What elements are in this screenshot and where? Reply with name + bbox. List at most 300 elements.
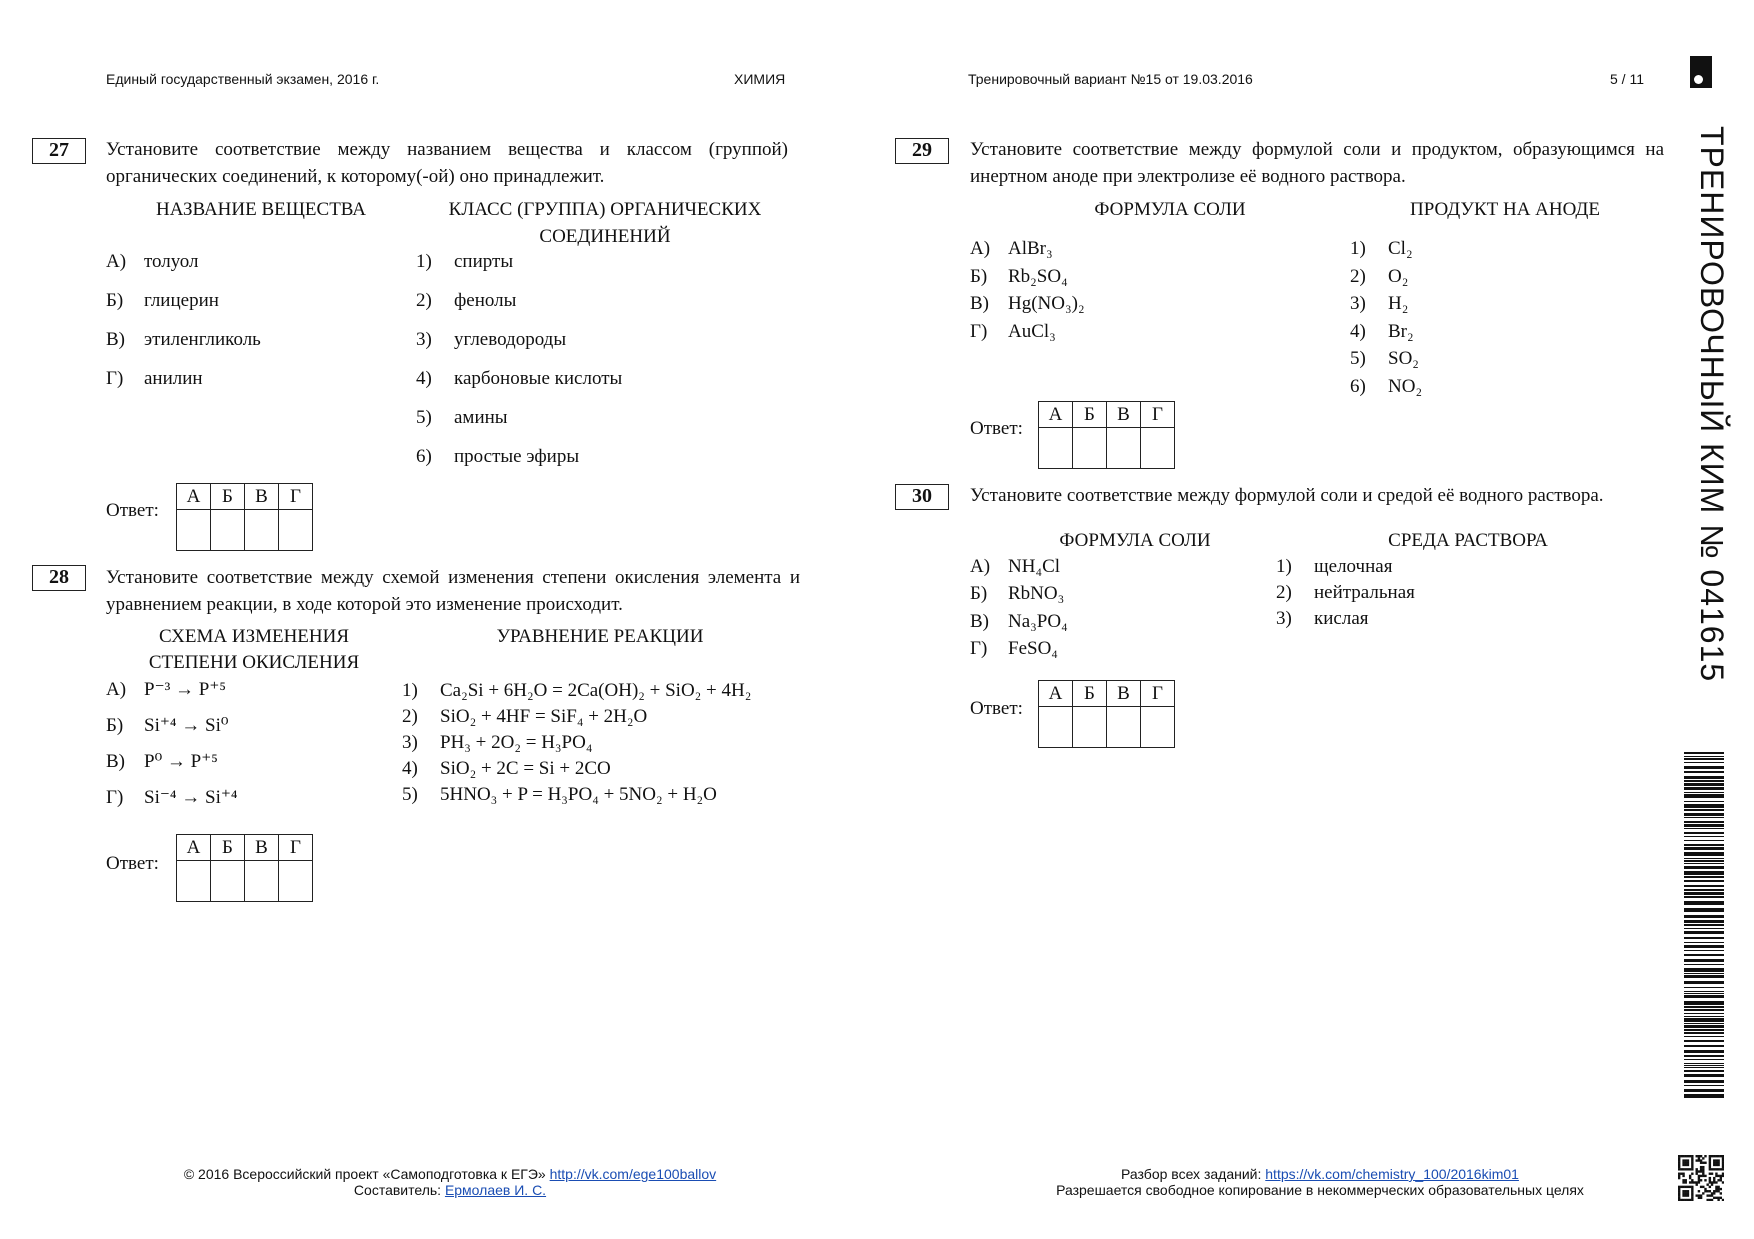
footer-copyright: © 2016 Всероссийский проект «Самоподготовка к ЕГЭ» (183, 1166, 546, 1182)
barcode-bar (1684, 995, 1724, 998)
q27-right-6: 6) простые эфиры (416, 446, 580, 467)
header-subject: ХИМИЯ (734, 71, 786, 87)
q28-answer-cell-b[interactable] (211, 861, 245, 902)
qr-module (1678, 1173, 1680, 1175)
barcode-bar (1684, 792, 1724, 793)
barcode-bar (1684, 804, 1724, 808)
header-page: 5 / 11 (1610, 71, 1644, 87)
barcode-bar (1684, 987, 1724, 988)
barcode-bar (1684, 752, 1724, 754)
barcode-bar (1684, 1040, 1724, 1042)
qr-module (1722, 1162, 1724, 1164)
q29-answer-cell-g[interactable] (1141, 428, 1175, 469)
qr-module (1702, 1186, 1704, 1188)
qr-module (1722, 1157, 1724, 1159)
qr-module (1709, 1157, 1711, 1159)
qr-module (1696, 1194, 1698, 1196)
q28-left-header-1: СХЕМА ИЗМЕНЕНИЯ (158, 626, 350, 647)
qr-module (1682, 1179, 1684, 1181)
qr-module (1698, 1177, 1700, 1179)
qr-module (1687, 1194, 1689, 1196)
barcode-bar (1684, 766, 1724, 769)
qr-module (1711, 1192, 1713, 1194)
qr-module (1711, 1173, 1713, 1175)
q28-answer-label: Ответ: (106, 853, 159, 874)
qr-module (1700, 1194, 1702, 1196)
q27-answer-cell-g[interactable] (279, 510, 313, 551)
q29-answer-cell-v[interactable] (1107, 428, 1141, 469)
qr-module (1691, 1197, 1693, 1199)
qr-module (1700, 1179, 1702, 1181)
q29-text: Установите соответствие между формулой соли и продуктом, образующимся на инертном аноде при электролизе её водного раствора. (970, 139, 1664, 187)
qr-module (1698, 1155, 1700, 1157)
barcode-bar (1684, 1055, 1724, 1057)
q27-answer-cell-v[interactable] (245, 510, 279, 551)
qr-module (1722, 1173, 1724, 1175)
barcode-bar (1684, 1018, 1724, 1022)
barcode-bar (1684, 801, 1724, 802)
qr-module (1680, 1155, 1682, 1157)
qr-module (1678, 1194, 1680, 1196)
qr-module (1698, 1170, 1700, 1172)
q30-right-3: 3) кислая (1276, 608, 1369, 629)
q27-number: 27 (32, 138, 86, 164)
barcode-bar (1684, 1013, 1724, 1014)
barcode-bar (1684, 880, 1724, 882)
qr-module (1713, 1162, 1715, 1164)
qr-module (1685, 1162, 1687, 1164)
barcode-bar (1684, 1016, 1724, 1017)
q28-right-3: 3) PH₃ + 2O₂ = H₃PO₄ (402, 732, 593, 753)
qr-module (1685, 1199, 1687, 1201)
barcode-bar (1684, 1074, 1724, 1077)
barcode-bar (1684, 1089, 1724, 1092)
qr-module (1722, 1175, 1724, 1177)
qr-module (1706, 1194, 1708, 1196)
q29-left-b: Б) Rb₂SO₄ (970, 266, 1068, 287)
q29-right-4: 4) Br₂ (1350, 321, 1414, 342)
qr-module (1702, 1170, 1704, 1172)
q29-right-header: ПРОДУКТ НА АНОДЕ (1410, 199, 1600, 220)
qr-module (1717, 1190, 1719, 1192)
q30-answer-cell-b[interactable] (1073, 707, 1107, 748)
qr-module (1693, 1181, 1695, 1183)
qr-module (1715, 1168, 1717, 1170)
q30-answer-grid: А Б В Г (1038, 680, 1175, 748)
qr-module (1678, 1155, 1680, 1157)
q28-left-v: В) P⁰ → P⁺⁵ (106, 751, 218, 772)
barcode-bar (1684, 975, 1724, 978)
barcode-bar (1684, 758, 1724, 760)
barcode-bar (1684, 981, 1724, 984)
qr-module (1678, 1175, 1680, 1177)
barcode-bar (1684, 863, 1724, 864)
qr-module (1704, 1179, 1706, 1181)
q27-right-5: 5) амины (416, 407, 508, 428)
qr-module (1713, 1181, 1715, 1183)
barcode-icon (1684, 752, 1724, 1102)
qr-module (1696, 1181, 1698, 1183)
qr-module (1698, 1175, 1700, 1177)
barcode-bar (1684, 860, 1724, 862)
barcode-bar (1684, 1006, 1724, 1008)
q27-left-v: В) этиленгликоль (106, 329, 261, 350)
barcode-bar (1684, 787, 1724, 790)
barcode-bar (1684, 756, 1724, 757)
qr-module (1713, 1164, 1715, 1166)
q29-answer-cell-a[interactable] (1039, 428, 1073, 469)
qr-module (1698, 1197, 1700, 1199)
qr-module (1713, 1168, 1715, 1170)
qr-module (1678, 1186, 1680, 1188)
qr-module (1711, 1199, 1713, 1201)
qr-module (1700, 1168, 1702, 1170)
qr-module (1715, 1159, 1717, 1161)
barcode-bar (1684, 809, 1724, 811)
q27-right-header: КЛАСС (ГРУППА) ОРГАНИЧЕСКИХ СОЕДИНЕНИЙ (448, 199, 762, 247)
barcode-bar (1684, 885, 1724, 887)
barcode-bar (1684, 1001, 1724, 1005)
qr-module (1717, 1175, 1719, 1177)
q28-right-4: 4) SiO₂ + 2C = Si + 2CO (402, 758, 611, 779)
qr-module (1706, 1183, 1708, 1185)
barcode-bar (1684, 832, 1724, 834)
qr-module (1691, 1157, 1693, 1159)
q27-left-b: Б) глицерин (106, 290, 219, 311)
qr-module (1717, 1162, 1719, 1164)
barcode-bar (1684, 1080, 1724, 1083)
barcode-bar (1684, 959, 1724, 962)
barcode-bar (1684, 852, 1724, 856)
qr-module (1700, 1155, 1702, 1157)
qr-module (1698, 1157, 1700, 1159)
qr-module (1691, 1168, 1693, 1170)
barcode-bar (1684, 924, 1724, 926)
qr-module (1720, 1175, 1722, 1177)
q28-text: Установите соответствие между схемой изменения степени окисления элемента и уравнением реакции, в ходе которой это изменение происходит. (106, 567, 800, 615)
qr-module (1715, 1173, 1717, 1175)
qr-module (1704, 1190, 1706, 1192)
qr-module (1720, 1179, 1722, 1181)
q29-right-3: 3) H₂ (1350, 293, 1409, 314)
barcode-bar (1684, 762, 1724, 763)
q30-right-2: 2) нейтральная (1276, 582, 1415, 603)
qr-module (1713, 1190, 1715, 1192)
qr-module (1687, 1190, 1689, 1192)
corner-mark-icon (1690, 56, 1712, 88)
q28-left-a: А) P⁻³ → P⁺⁵ (106, 679, 227, 700)
qr-module (1678, 1162, 1680, 1164)
barcode-bar (1684, 973, 1724, 974)
qr-module (1722, 1168, 1724, 1170)
q29-answer-cell-b[interactable] (1073, 428, 1107, 469)
qr-module (1685, 1192, 1687, 1194)
qr-module (1682, 1162, 1684, 1164)
qr-module (1713, 1192, 1715, 1194)
barcode-bar (1684, 1045, 1724, 1047)
qr-module (1713, 1177, 1715, 1179)
qr-module (1720, 1192, 1722, 1194)
barcode-bar (1684, 871, 1724, 875)
qr-module (1691, 1155, 1693, 1157)
qr-module (1700, 1186, 1702, 1188)
qr-module (1709, 1166, 1711, 1168)
q30-answer-cell-v[interactable] (1107, 707, 1141, 748)
barcode-bar (1684, 937, 1724, 939)
qr-module (1691, 1173, 1693, 1175)
barcode-bar (1684, 866, 1724, 869)
qr-module (1678, 1168, 1680, 1170)
qr-module (1709, 1199, 1711, 1201)
q28-answer-cell-v[interactable] (245, 861, 279, 902)
qr-module (1678, 1192, 1680, 1194)
qr-module (1698, 1190, 1700, 1192)
qr-module (1709, 1162, 1711, 1164)
qr-module (1680, 1199, 1682, 1201)
qr-module (1685, 1155, 1687, 1157)
qr-module (1720, 1197, 1722, 1199)
qr-module (1696, 1183, 1698, 1185)
qr-module (1687, 1164, 1689, 1166)
q28-answer-cell-a[interactable] (177, 861, 211, 902)
qr-code-icon (1678, 1155, 1724, 1201)
qr-module (1687, 1186, 1689, 1188)
qr-module (1713, 1197, 1715, 1199)
qr-module (1698, 1194, 1700, 1196)
q30-answer-cell-g[interactable] (1141, 707, 1175, 748)
q28-left-b: Б) Si⁺⁴ → Si⁰ (106, 715, 229, 736)
q27-answer-cell-b[interactable] (211, 510, 245, 551)
qr-module (1687, 1199, 1689, 1201)
qr-module (1720, 1155, 1722, 1157)
q30-text: Установите соответствие между формулой соли и средой её водного раствора. (970, 485, 1604, 506)
q29-number: 29 (895, 138, 949, 164)
barcode-bar (1684, 928, 1724, 929)
qr-module (1722, 1199, 1724, 1201)
qr-module (1715, 1188, 1717, 1190)
qr-module (1704, 1175, 1706, 1177)
barcode-bar (1684, 1065, 1724, 1066)
q29-left-g: Г) AuCl₃ (970, 321, 1056, 342)
qr-module (1711, 1194, 1713, 1196)
qr-module (1702, 1175, 1704, 1177)
q27-text: Установите соответствие между названием вещества и классом (группой) органических соединений, к которому(-ой) оно принадлежит. (106, 139, 788, 187)
barcode-bar (1684, 828, 1724, 829)
qr-module (1722, 1164, 1724, 1166)
q27-right-2: 2) фенолы (416, 290, 517, 311)
qr-module (1709, 1181, 1711, 1183)
qr-module (1709, 1173, 1711, 1175)
qr-module (1698, 1179, 1700, 1181)
barcode-bar (1684, 968, 1724, 972)
qr-module (1717, 1199, 1719, 1201)
q30-left-v: В) Na₃PO₄ (970, 611, 1068, 632)
qr-module (1720, 1177, 1722, 1179)
barcode-bar (1684, 896, 1724, 898)
qr-module (1682, 1164, 1684, 1166)
qr-module (1709, 1186, 1711, 1188)
qr-module (1720, 1168, 1722, 1170)
qr-module (1709, 1179, 1711, 1181)
footer-license: Разрешается свободное копирование в некоммерческих образовательных целях (1056, 1182, 1584, 1198)
qr-module (1682, 1181, 1684, 1183)
qr-module (1691, 1192, 1693, 1194)
q29-right-5: 5) SO₂ (1350, 348, 1419, 369)
qr-module (1678, 1188, 1680, 1190)
qr-module (1685, 1164, 1687, 1166)
qr-module (1717, 1168, 1719, 1170)
barcode-bar (1684, 1036, 1724, 1037)
barcode-bar (1684, 1023, 1724, 1024)
qr-module (1722, 1181, 1724, 1183)
qr-module (1691, 1159, 1693, 1161)
qr-module (1689, 1199, 1691, 1201)
qr-module (1682, 1192, 1684, 1194)
qr-module (1700, 1170, 1702, 1172)
barcode-bar (1684, 844, 1724, 846)
qr-module (1717, 1179, 1719, 1181)
qr-module (1682, 1194, 1684, 1196)
footer-project-link[interactable]: http://vk.com/ege100ballov (549, 1166, 717, 1182)
qr-module (1702, 1173, 1704, 1175)
qr-module (1702, 1168, 1704, 1170)
footer-review-label: Разбор всех заданий: (1121, 1166, 1262, 1182)
q27-left-a: А) толуол (106, 251, 199, 272)
qr-module (1700, 1166, 1702, 1168)
q30-left-b: Б) RbNO₃ (970, 583, 1065, 604)
qr-module (1678, 1197, 1680, 1199)
qr-module (1691, 1164, 1693, 1166)
q27-answer-cell-a[interactable] (177, 510, 211, 551)
barcode-bar (1684, 876, 1724, 878)
qr-module (1717, 1188, 1719, 1190)
qr-module (1706, 1199, 1708, 1201)
barcode-bar (1684, 836, 1724, 837)
barcode-bar (1684, 783, 1724, 786)
qr-module (1689, 1177, 1691, 1179)
barcode-bar (1684, 889, 1724, 891)
qr-module (1722, 1155, 1724, 1157)
barcode-bar (1684, 840, 1724, 841)
footer-right (1010, 1166, 1630, 1198)
q28-number: 28 (32, 565, 86, 591)
qr-module (1696, 1170, 1698, 1172)
q30-right-1: 1) щелочная (1276, 556, 1393, 577)
qr-module (1678, 1157, 1680, 1159)
qr-module (1687, 1192, 1689, 1194)
qr-module (1717, 1159, 1719, 1161)
q28-answer-cell-g[interactable] (279, 861, 313, 902)
qr-module (1680, 1168, 1682, 1170)
q28-right-5: 5) 5HNO₃ + P = H₃PO₄ + 5NO₂ + H₂O (402, 784, 717, 805)
footer-author-label: Составитель: (353, 1182, 442, 1198)
qr-module (1685, 1190, 1687, 1192)
qr-module (1706, 1190, 1708, 1192)
barcode-bar (1684, 920, 1724, 923)
qr-module (1691, 1179, 1693, 1181)
qr-module (1689, 1175, 1691, 1177)
barcode-bar (1684, 1059, 1724, 1060)
qr-module (1678, 1164, 1680, 1166)
barcode-bar (1684, 1094, 1724, 1098)
qr-module (1700, 1159, 1702, 1161)
q28-right-2: 2) SiO₂ + 4HF = SiF₄ + 2H₂O (402, 706, 648, 727)
qr-module (1696, 1173, 1698, 1175)
q29-left-a: А) AlBr₃ (970, 238, 1053, 259)
q30-left-a: А) NH₄Cl (970, 556, 1061, 577)
barcode-bar (1684, 776, 1724, 779)
barcode-bar (1684, 991, 1724, 992)
qr-module (1715, 1186, 1717, 1188)
barcode-bar (1684, 950, 1724, 951)
q27-answer-label: Ответ: (106, 500, 159, 521)
q27-right-1: 1) спирты (416, 251, 514, 272)
qr-module (1682, 1168, 1684, 1170)
qr-module (1691, 1190, 1693, 1192)
q27-right-3: 3) углеводороды (416, 329, 567, 350)
qr-module (1717, 1164, 1719, 1166)
barcode-bar (1684, 1067, 1724, 1068)
qr-module (1685, 1181, 1687, 1183)
qr-module (1704, 1162, 1706, 1164)
qr-module (1709, 1168, 1711, 1170)
qr-module (1685, 1194, 1687, 1196)
qr-module (1678, 1166, 1680, 1168)
qr-module (1682, 1199, 1684, 1201)
q28-left-header-2: СТЕПЕНИ ОКИСЛЕНИЯ (148, 652, 360, 673)
qr-module (1685, 1186, 1687, 1188)
qr-module (1715, 1197, 1717, 1199)
q30-answer-cell-a[interactable] (1039, 707, 1073, 748)
qr-module (1682, 1186, 1684, 1188)
q28-right-header: УРАВНЕНИЕ РЕАКЦИИ (496, 626, 704, 647)
barcode-bar (1684, 908, 1724, 912)
barcode-bar (1684, 847, 1724, 850)
qr-module (1691, 1162, 1693, 1164)
qr-module (1689, 1155, 1691, 1157)
barcode-bar (1684, 813, 1724, 816)
footer-author-link[interactable]: Ермолаев И. С. (444, 1182, 547, 1198)
barcode-bar (1684, 1063, 1724, 1064)
qr-module (1682, 1159, 1684, 1161)
q29-left-v: В) Hg(NO₃)₂ (970, 293, 1085, 314)
qr-module (1722, 1159, 1724, 1161)
q30-left-header: ФОРМУЛА СОЛИ (1059, 530, 1211, 551)
qr-module (1709, 1164, 1711, 1166)
qr-module (1715, 1155, 1717, 1157)
q30-left-g: Г) FeSO₄ (970, 638, 1058, 659)
qr-module (1702, 1162, 1704, 1164)
qr-module (1689, 1181, 1691, 1183)
qr-module (1711, 1168, 1713, 1170)
qr-module (1709, 1190, 1711, 1192)
footer-review-link[interactable]: https://vk.com/chemistry_100/2016kim01 (1265, 1166, 1519, 1182)
qr-module (1689, 1186, 1691, 1188)
qr-module (1711, 1155, 1713, 1157)
barcode-bar (1684, 1025, 1724, 1028)
qr-module (1696, 1168, 1698, 1170)
qr-module (1713, 1179, 1715, 1181)
qr-module (1682, 1155, 1684, 1157)
q28-right-1: 1) Ca₂Si + 6H₂O = 2Ca(OH)₂ + SiO₂ + 4H₂ (402, 680, 752, 701)
qr-module (1696, 1155, 1698, 1157)
barcode-bar (1684, 821, 1724, 823)
q29-answer-label: Ответ: (970, 418, 1023, 439)
qr-module (1685, 1179, 1687, 1181)
q27-right-4: 4) карбоновые кислоты (416, 368, 623, 389)
qr-module (1685, 1168, 1687, 1170)
q27-left-g: Г) анилин (106, 368, 203, 389)
